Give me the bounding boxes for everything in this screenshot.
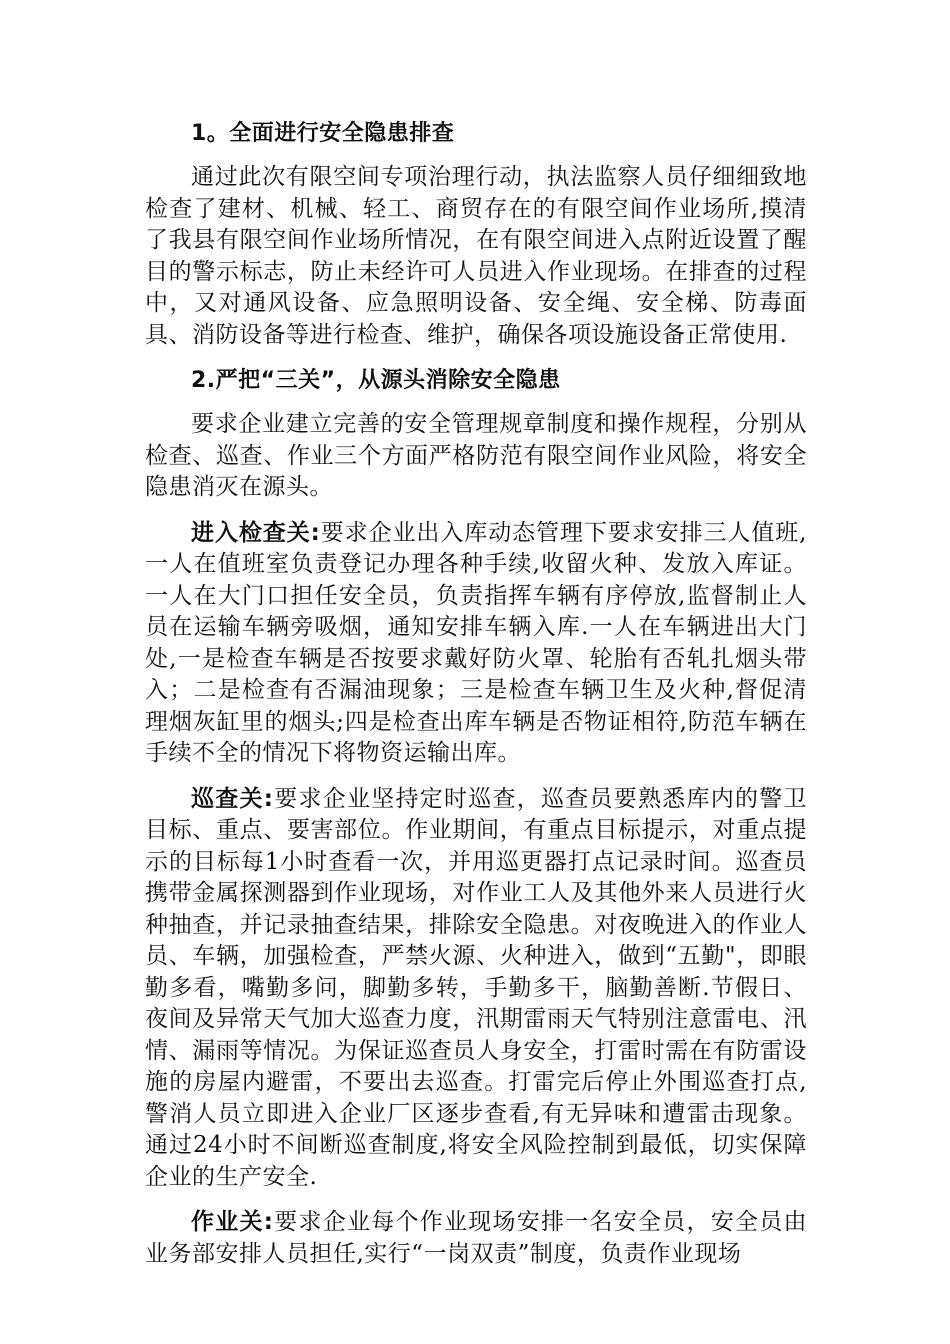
section-2-heading: 2.严把“三关”，从源头消除安全隐患 — [191, 368, 561, 393]
entry-check-body: 要求企业出入库动态管理下要求安排三人值班,一人在值班室负责登记办理各种手续,收留火种、发放入库证。一人在大门口担任安全员，负责指挥车辆有序停放,监督制止人员在运输车辆旁吸烟，通知安排车辆入库.一人在车辆进出大门处,一是检查车辆是否按要求戴好防火罩、轮胎有否轧扎烟头带入；二是检查有否漏油现象；三是检查车辆卫生及火种,督促清理烟灰缸里的烟头;四是检查出库车辆是否物证相符,防范车辆在手续不全的情况下将物资运输出库。 — [145, 519, 807, 766]
operation-label: 作业关: — [191, 1209, 274, 1235]
section-2-intro: 要求企业建立完善的安全管理规章制度和操作规程，分别从检查、巡查、作业三个方面严格防范有限空间作业风险，将安全隐患消灭在源头。 — [145, 411, 807, 500]
document-page — [145, 110, 807, 1284]
entry-check-label: 进入检查关: — [191, 519, 321, 546]
section-1-body: 通过此次有限空间专项治理行动，执法监察人员仔细细致地检查了建材、机械、轻工、商贸存在的有限空间作业场所,摸清了我县有限空间作业场所情况，在有限空间进入点附近设置了醒目的警示标志，防止未经许可人员进入作业现场。在排查的过程中，又对通风设备、应急照明设备、安全绳、安全梯、防毒面具、消防设备等进行检查、维护，确保各项设施设备正常使用. — [145, 164, 807, 348]
patrol-body: 要求企业坚持定时巡查，巡查员要熟悉库内的警卫目标、重点、要害部位。作业期间，有重点目标提示，对重点提示的目标每1小时查看一次，并用巡更器打点记录时间。巡查员携带金属探测器到作业现场，对作业工人及其他外来人员进行火种抽查，并记录抽查结果，排除安全隐患。对夜晚进入的作业人员、车辆，加强检查，严禁火源、火种进入，做到“五勤"，即眼勤多看，嘴勤多问，脚勤多转，手勤多干，脑勤善断.节假日、夜间及异常天气加大巡查力度，汛期雷雨天气特别注意雷电、汛情、漏雨等情况。为保证巡查员人身安全，打雷时需在有防雷设施的房屋内避雷，不要出去巡查。打雷完后停止外围巡查打点,警消人员立即进入企业厂区逐步查看,有无异味和遭雷击现象。通过24小时不间断巡查制度,将安全风险控制到最低，切实保障企业的生产安全. — [145, 785, 808, 1190]
entry-check-paragraph — [145, 518, 807, 770]
operation-paragraph — [145, 1207, 807, 1270]
section-1-heading: 1。全面进行安全隐患排查 — [191, 121, 455, 146]
patrol-paragraph — [145, 784, 807, 1194]
operation-body: 要求企业每个作业现场安排一名安全员，安全员由业务部安排人员担任,实行“一岗双责”制度，负责作业现场 — [145, 1209, 808, 1267]
patrol-label: 巡查关: — [191, 785, 274, 812]
